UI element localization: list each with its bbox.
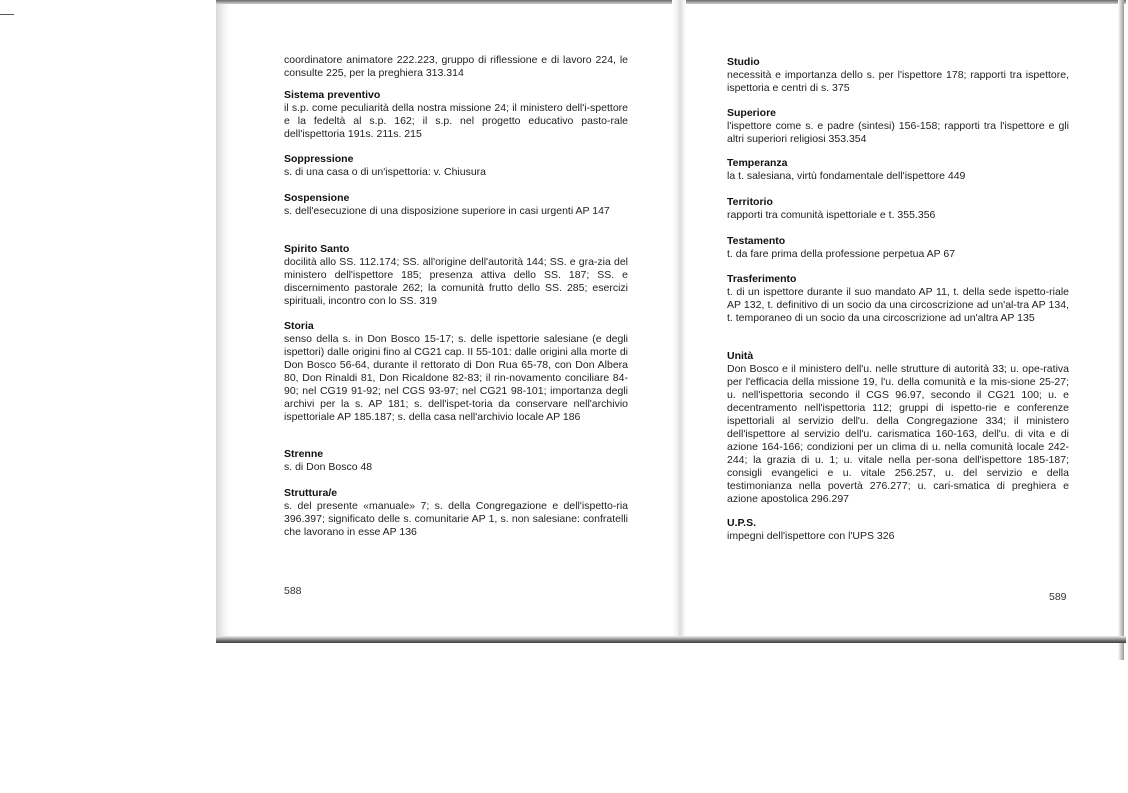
index-entry: [727, 350, 1069, 506]
entry-text: l'ispettore come s. e padre (sintesi) 156-158; rapporti tra l'ispettore e gli altri superiori religiosi 353.354: [727, 120, 1069, 145]
index-entry: [727, 235, 1069, 261]
entry-text: s. di Don Bosco 48: [284, 461, 373, 473]
entry-text: s. di una casa o di un'ispettoria: v. Chiusura: [284, 166, 487, 178]
entry-heading: Struttura/e: [284, 487, 338, 499]
entry-heading: Unità: [727, 350, 754, 362]
index-entry: [284, 243, 628, 308]
entry-heading: Superiore: [727, 107, 777, 119]
entry-text: il s.p. come peculiarità della nostra missione 24; il ministero dell'i-spettore e la fedeltà al s.p. 162; il s.p. nel progetto educativo pasto-rale dell'ispettoria 191s. 211s. 215: [284, 102, 628, 140]
entry-heading: Spirito Santo: [284, 243, 350, 255]
entry-heading: Strenne: [284, 448, 324, 460]
entry-text: t. da fare prima della professione perpetua AP 67: [727, 248, 956, 260]
entry-heading: Trasferimento: [727, 273, 797, 285]
continuation-text: coordinatore animatore 222.223, gruppo di riflessione e di lavoro 224, le consulte 225, per la preghiera 313.314: [284, 54, 628, 79]
scan-right-edge: [1118, 0, 1124, 660]
entry-heading: Sistema preventivo: [284, 89, 381, 101]
entry-text: s. dell'esecuzione di una disposizione superiore in casi urgenti AP 147: [284, 205, 610, 217]
index-entry: [284, 448, 628, 474]
index-entry: [727, 157, 1069, 183]
page-number: 588: [284, 585, 302, 597]
entry-text: s. del presente «manuale» 7; s. della Congregazione e dell'ispetto-ria 396.397; significato delle s. comunitarie AP 1, s. non salesiane: confratelli che lavorano in esse AP 136: [284, 500, 628, 538]
entry-text: la t. salesiana, virtù fondamentale dell'ispettore 449: [727, 170, 966, 182]
entry-heading: Territorio: [727, 196, 773, 208]
index-entry: [727, 107, 1069, 146]
index-entry: [727, 56, 1069, 95]
index-entry: [727, 273, 1069, 325]
continuation-entry: [284, 54, 628, 80]
entry-text: docilità allo SS. 112.174; SS. all'origine dell'autorità 144; SS. e gra-zia del ministero dell'ispettore 185; presenza attiva dello SS. 187; SS. e discernimento pastorale 262; la comunità frutto dello SS. 285; esercizi spirituali, incontro con lo SS. 319: [284, 256, 628, 307]
entry-text: senso della s. in Don Bosco 15-17; s. delle ispettorie salesiane (e degli ispettori) dalle origini fino al CG21 cap. II 55-101: dalle origini alla morte di Don Bosco 56-64, durante il rettorato di Don Rua 65-78, con Don Albera 80, Don Rinaldi 81, Don Ricaldone 82-83; il rin-novamento conciliare 84-90; nel CG19 91-92; nel CGS 93-97; nel CG21 98-101; importanza degli archivi per la s. AP 181; s. dell'ispet-toria da conservare nell'archivio ispettoriale AP 185.187; s. della casa nell'archivio locale AP 186: [284, 333, 628, 423]
scan-top-edge: [216, 0, 1126, 4]
entry-heading: Testamento: [727, 235, 786, 247]
index-entry: [284, 487, 628, 539]
index-entry: [284, 320, 628, 424]
entry-heading: Storia: [284, 320, 314, 332]
scan-bottom-edge: [216, 636, 1126, 643]
scan-corner-mark: [0, 14, 14, 15]
entry-heading: Sospensione: [284, 192, 350, 204]
book-gutter: [672, 0, 686, 640]
entry-text: necessità e importanza dello s. per l'ispettore 178; rapporti tra ispettore, ispettoria e centri di s. 375: [727, 69, 1069, 94]
page-number: 589: [1049, 591, 1067, 603]
entry-text: rapporti tra comunità ispettoriale e t. 355.356: [727, 209, 936, 221]
index-entry: [284, 153, 628, 179]
entry-heading: U.P.S.: [727, 517, 756, 529]
entry-text: Don Bosco e il ministero dell'u. nelle strutture di autorità 33; u. ope-rativa per l'efficacia della missione 19, l'u. della comunità e la mis-sione 25-27; u. nell'ispettoria secondo il CGS 96.97, secondo il CG21 100; u. e decentramento nell'ispettoria 112; gruppi di ispetto-rie e conferenze ispettoriali al servizio dell'u. della Congregazione 334; il ministero dell'ispettore al servizio dell'u. carismatica 160-163, dell'u. di vita e di azione 164-166; condizioni per un clima di u. nella comunità locale 242-244; la grazia di u. 1; u. vitale nella per-sona dell'ispettore 185-187; consigli evangelici e u. vitale 256.257, u. del servizio e della testimonianza nella povertà 276.277; u. cari-smatica di preghiera e azione apostolica 296.297: [727, 363, 1069, 505]
entry-text: impegni dell'ispettore con l'UPS 326: [727, 530, 895, 542]
scan-left-edge: [216, 0, 230, 640]
index-entry: [284, 89, 628, 141]
entry-text: t. di un ispettore durante il suo mandato AP 11, t. della sede ispetto-riale AP 132, t. definitivo di un socio da una circoscrizione ad un'al-tra AP 134, t. temporaneo di un socio da una circoscrizione ad un'altra AP 135: [727, 286, 1069, 324]
index-entry: [284, 192, 628, 218]
entry-heading: Temperanza: [727, 157, 788, 169]
entry-heading: Studio: [727, 56, 760, 68]
entry-heading: Soppressione: [284, 153, 354, 165]
index-entry: [727, 196, 1069, 222]
index-entry: [727, 517, 1069, 543]
